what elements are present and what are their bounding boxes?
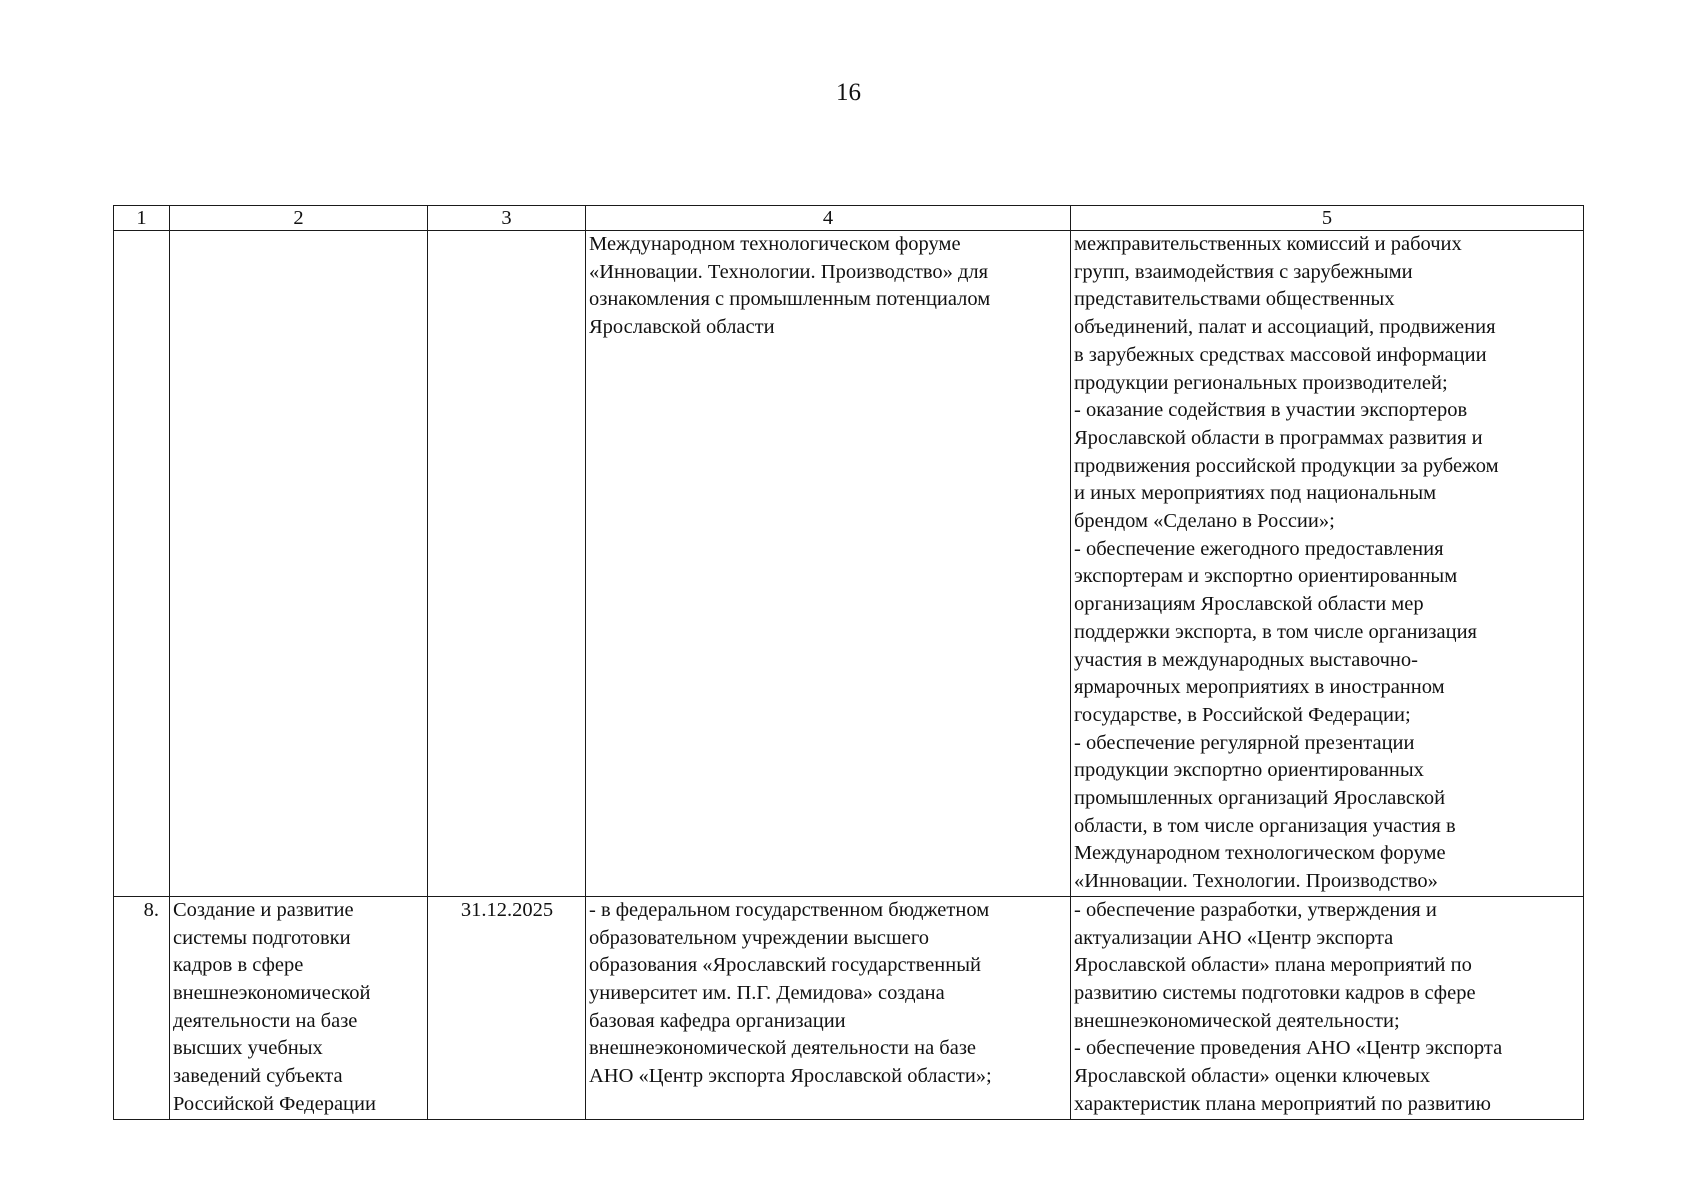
text-line: поддержки экспорта, в том числе организация: [1074, 620, 1477, 643]
text-line: образовательном учреждении высшего: [589, 926, 930, 949]
column-number-3: 3: [428, 206, 586, 231]
text-line: базовая кафедра организации: [589, 1009, 846, 1032]
cell-result-text: [586, 896, 1071, 1119]
text-line: - обеспечение разработки, утверждения и: [1074, 898, 1437, 921]
text-line: ярмарочных мероприятиях в иностранном: [1074, 676, 1445, 699]
text-line: - оказание содействия в участии экспортеров: [1074, 399, 1468, 422]
text-line: ознакомления с промышленным потенциалом: [589, 288, 991, 311]
text-line: Российской Федерации: [173, 1092, 376, 1115]
text-line: развитию системы подготовки кадров в сфере: [1074, 981, 1476, 1004]
page-number: 16: [836, 79, 861, 106]
text-line: внешнеэкономической деятельности на базе: [589, 1037, 977, 1060]
text-line: внешнеэкономической деятельности;: [1074, 1009, 1400, 1032]
text-line: деятельности на базе: [173, 1009, 358, 1032]
text-line: государстве, в Российской Федерации;: [1074, 703, 1411, 726]
text-line: Ярославской области» плана мероприятий по: [1074, 954, 1472, 977]
cell-date-empty: [428, 231, 586, 897]
text-line: образования «Ярославский государственный: [589, 954, 981, 977]
cell-deadline-date: 31.12.2025: [428, 896, 586, 1119]
text-line: Международном технологическом форуме: [589, 233, 961, 255]
column-number-1: 1: [114, 206, 170, 231]
cell-row-number: 8.: [114, 896, 170, 1119]
text-line: университет им. П.Г. Демидова» создана: [589, 981, 945, 1004]
text-line: продукции экспортно ориентированных: [1074, 759, 1424, 782]
text-line: Ярославской области в программах развития и: [1074, 426, 1483, 449]
text-line: «Инновации. Технологии. Производство»: [1074, 870, 1438, 893]
text-line: кадров в сфере: [173, 954, 304, 977]
text-line: промышленных организаций Ярославской: [1074, 787, 1446, 810]
text-line: области, в том числе организация участия в: [1074, 814, 1456, 837]
text-line: - в федеральном государственном бюджетном: [589, 898, 990, 921]
text-line: экспортерам и экспортно ориентированным: [1074, 565, 1458, 588]
text-line: в зарубежных средствах массовой информации: [1074, 343, 1487, 366]
text-line: актуализации АНО «Центр экспорта: [1074, 926, 1394, 949]
cell-measures-text: [1071, 896, 1584, 1119]
text-line: заведений субъекта: [173, 1065, 343, 1088]
cell-measures-text: [1071, 231, 1584, 897]
text-line: внешнеэкономической: [173, 981, 371, 1004]
text-line: продукции региональных производителей;: [1074, 371, 1448, 394]
text-line: - обеспечение регулярной презентации: [1074, 731, 1415, 754]
text-line: межправительственных комиссий и рабочих: [1074, 233, 1462, 255]
text-line: Ярославской области: [589, 316, 775, 339]
text-line: Международном технологическом форуме: [1074, 842, 1446, 865]
column-number-row: [114, 206, 1584, 231]
cell-title-empty: [170, 231, 428, 897]
text-line: объединений, палат и ассоциаций, продвижения: [1074, 316, 1496, 339]
table-row-8: [114, 896, 1584, 1119]
text-line: организациям Ярославской области мер: [1074, 593, 1424, 616]
cell-result-text: [586, 231, 1071, 897]
text-line: групп, взаимодействия с зарубежными: [1074, 260, 1413, 283]
table-row-continuation: [114, 231, 1584, 897]
text-line: системы подготовки: [173, 926, 351, 949]
text-line: Создание и развитие: [173, 898, 354, 921]
column-number-2: 2: [170, 206, 428, 231]
text-line: брендом «Сделано в России»;: [1074, 510, 1335, 533]
text-line: участия в международных выставочно-: [1074, 648, 1418, 671]
text-line: и иных мероприятиях под национальным: [1074, 482, 1437, 505]
text-line: - обеспечение проведения АНО «Центр экспорта: [1074, 1037, 1503, 1060]
cell-measure-title: [170, 896, 428, 1119]
text-line: АНО «Центр экспорта Ярославской области»;: [589, 1065, 992, 1088]
text-line: продвижения российской продукции за рубежом: [1074, 454, 1499, 477]
text-line: высших учебных: [173, 1037, 323, 1060]
cell-number-empty: [114, 231, 170, 897]
text-line: - обеспечение ежегодного предоставления: [1074, 537, 1444, 560]
text-line: Ярославской области» оценки ключевых: [1074, 1065, 1431, 1088]
text-line: «Инновации. Технологии. Производство» для: [589, 260, 989, 283]
text-line: представительствами общественных: [1074, 288, 1395, 311]
column-number-4: 4: [586, 206, 1071, 231]
text-line: характеристик плана мероприятий по развитию: [1074, 1092, 1491, 1115]
column-number-5: 5: [1071, 206, 1584, 231]
measures-table: [113, 205, 1584, 1120]
